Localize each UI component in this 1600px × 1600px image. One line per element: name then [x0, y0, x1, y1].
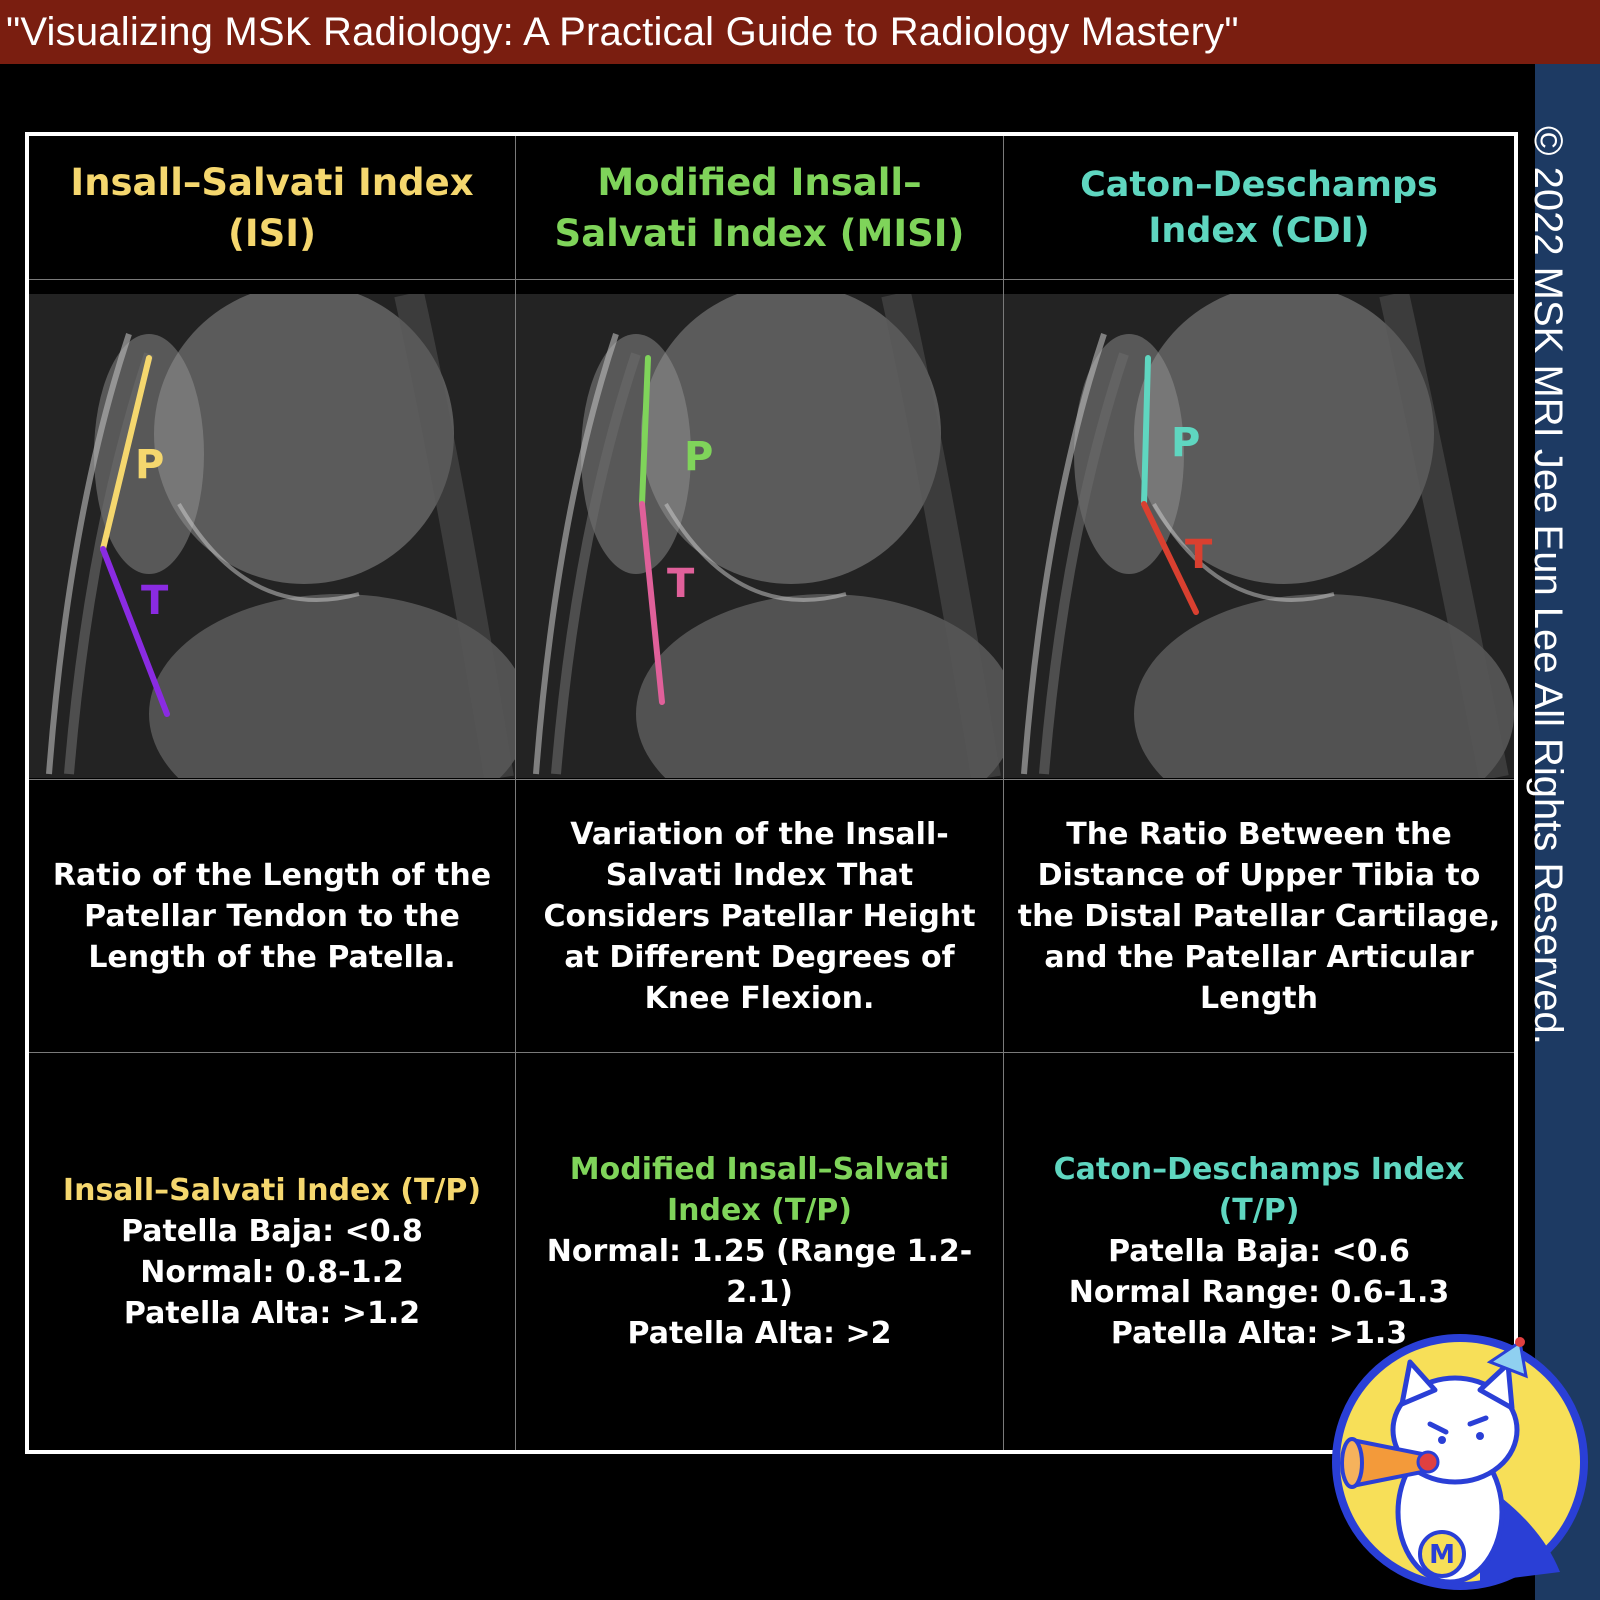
row-divider	[29, 279, 1514, 280]
isi-normal-line: Patella Baja: <0.8	[121, 1213, 423, 1249]
isi-heading: Insall–Salvati Index (ISI)	[70, 160, 474, 255]
cdi-normal-line: Normal Range: 0.6-1.3	[1068, 1275, 1450, 1310]
cdi-normal-title: Caton–Deschamps Index (T/P)	[1053, 1152, 1465, 1228]
cdi-mri-image	[1004, 294, 1514, 778]
cdi-tendon-label: T	[1185, 532, 1213, 578]
misi-tendon-label: T	[667, 561, 695, 607]
mascot-badge-letter: M	[1429, 1540, 1455, 1570]
index-comparison-table	[25, 132, 1518, 1454]
mascot-logo	[1330, 1332, 1590, 1592]
misi-normal-title: Modified Insall–Salvati Index (T/P)	[569, 1152, 950, 1228]
misi-normal-values	[516, 1053, 1003, 1450]
page-title: "Visualizing MSK Radiology: A Practical Guide to Radiology Mastery"	[0, 0, 1600, 64]
isi-description: Ratio of the Length of the Patellar Tendon to the Length of the Patella.	[52, 857, 492, 975]
isi-normal-line: Normal: 0.8-1.2	[140, 1254, 404, 1290]
isi-normal-title: Insall–Salvati Index (T/P)	[62, 1172, 482, 1208]
misi-normal-line: Patella Alta: >2	[627, 1316, 892, 1351]
isi-normal-values	[29, 1053, 515, 1450]
cdi-patella-label: P	[1171, 420, 1201, 466]
misi-heading: Modified Insall–Salvati Index (MISI)	[554, 160, 965, 255]
isi-tendon-label: T	[141, 578, 169, 624]
isi-patella-label: P	[135, 442, 165, 488]
misi-normal-line: Normal: 1.25 (Range 1.2-2.1)	[546, 1234, 973, 1310]
cdi-heading: Caton–Deschamps Index (CDI)	[1080, 164, 1438, 251]
isi-mri-image	[29, 294, 515, 778]
misi-mri-image	[516, 294, 1003, 778]
misi-description: Variation of the Insall-Salvati Index That Considers Patellar Height at Different Degrees of Knee Flexion.	[543, 816, 976, 1016]
cdi-normal-line: Patella Baja: <0.6	[1108, 1234, 1410, 1269]
cdi-description: The Ratio Between the Distance of Upper Tibia to the Distal Patellar Cartilage, and the Patellar Articular Length	[1017, 816, 1501, 1016]
copyright-notice: © 2022 MSK MRI Jee Eun Lee All Rights Reserved.	[1526, 126, 1570, 1045]
cdi-normal-line: Patella Alta: >1.3	[1110, 1316, 1408, 1351]
isi-normal-line: Patella Alta: >1.2	[123, 1295, 421, 1331]
misi-patella-label: P	[684, 434, 714, 480]
